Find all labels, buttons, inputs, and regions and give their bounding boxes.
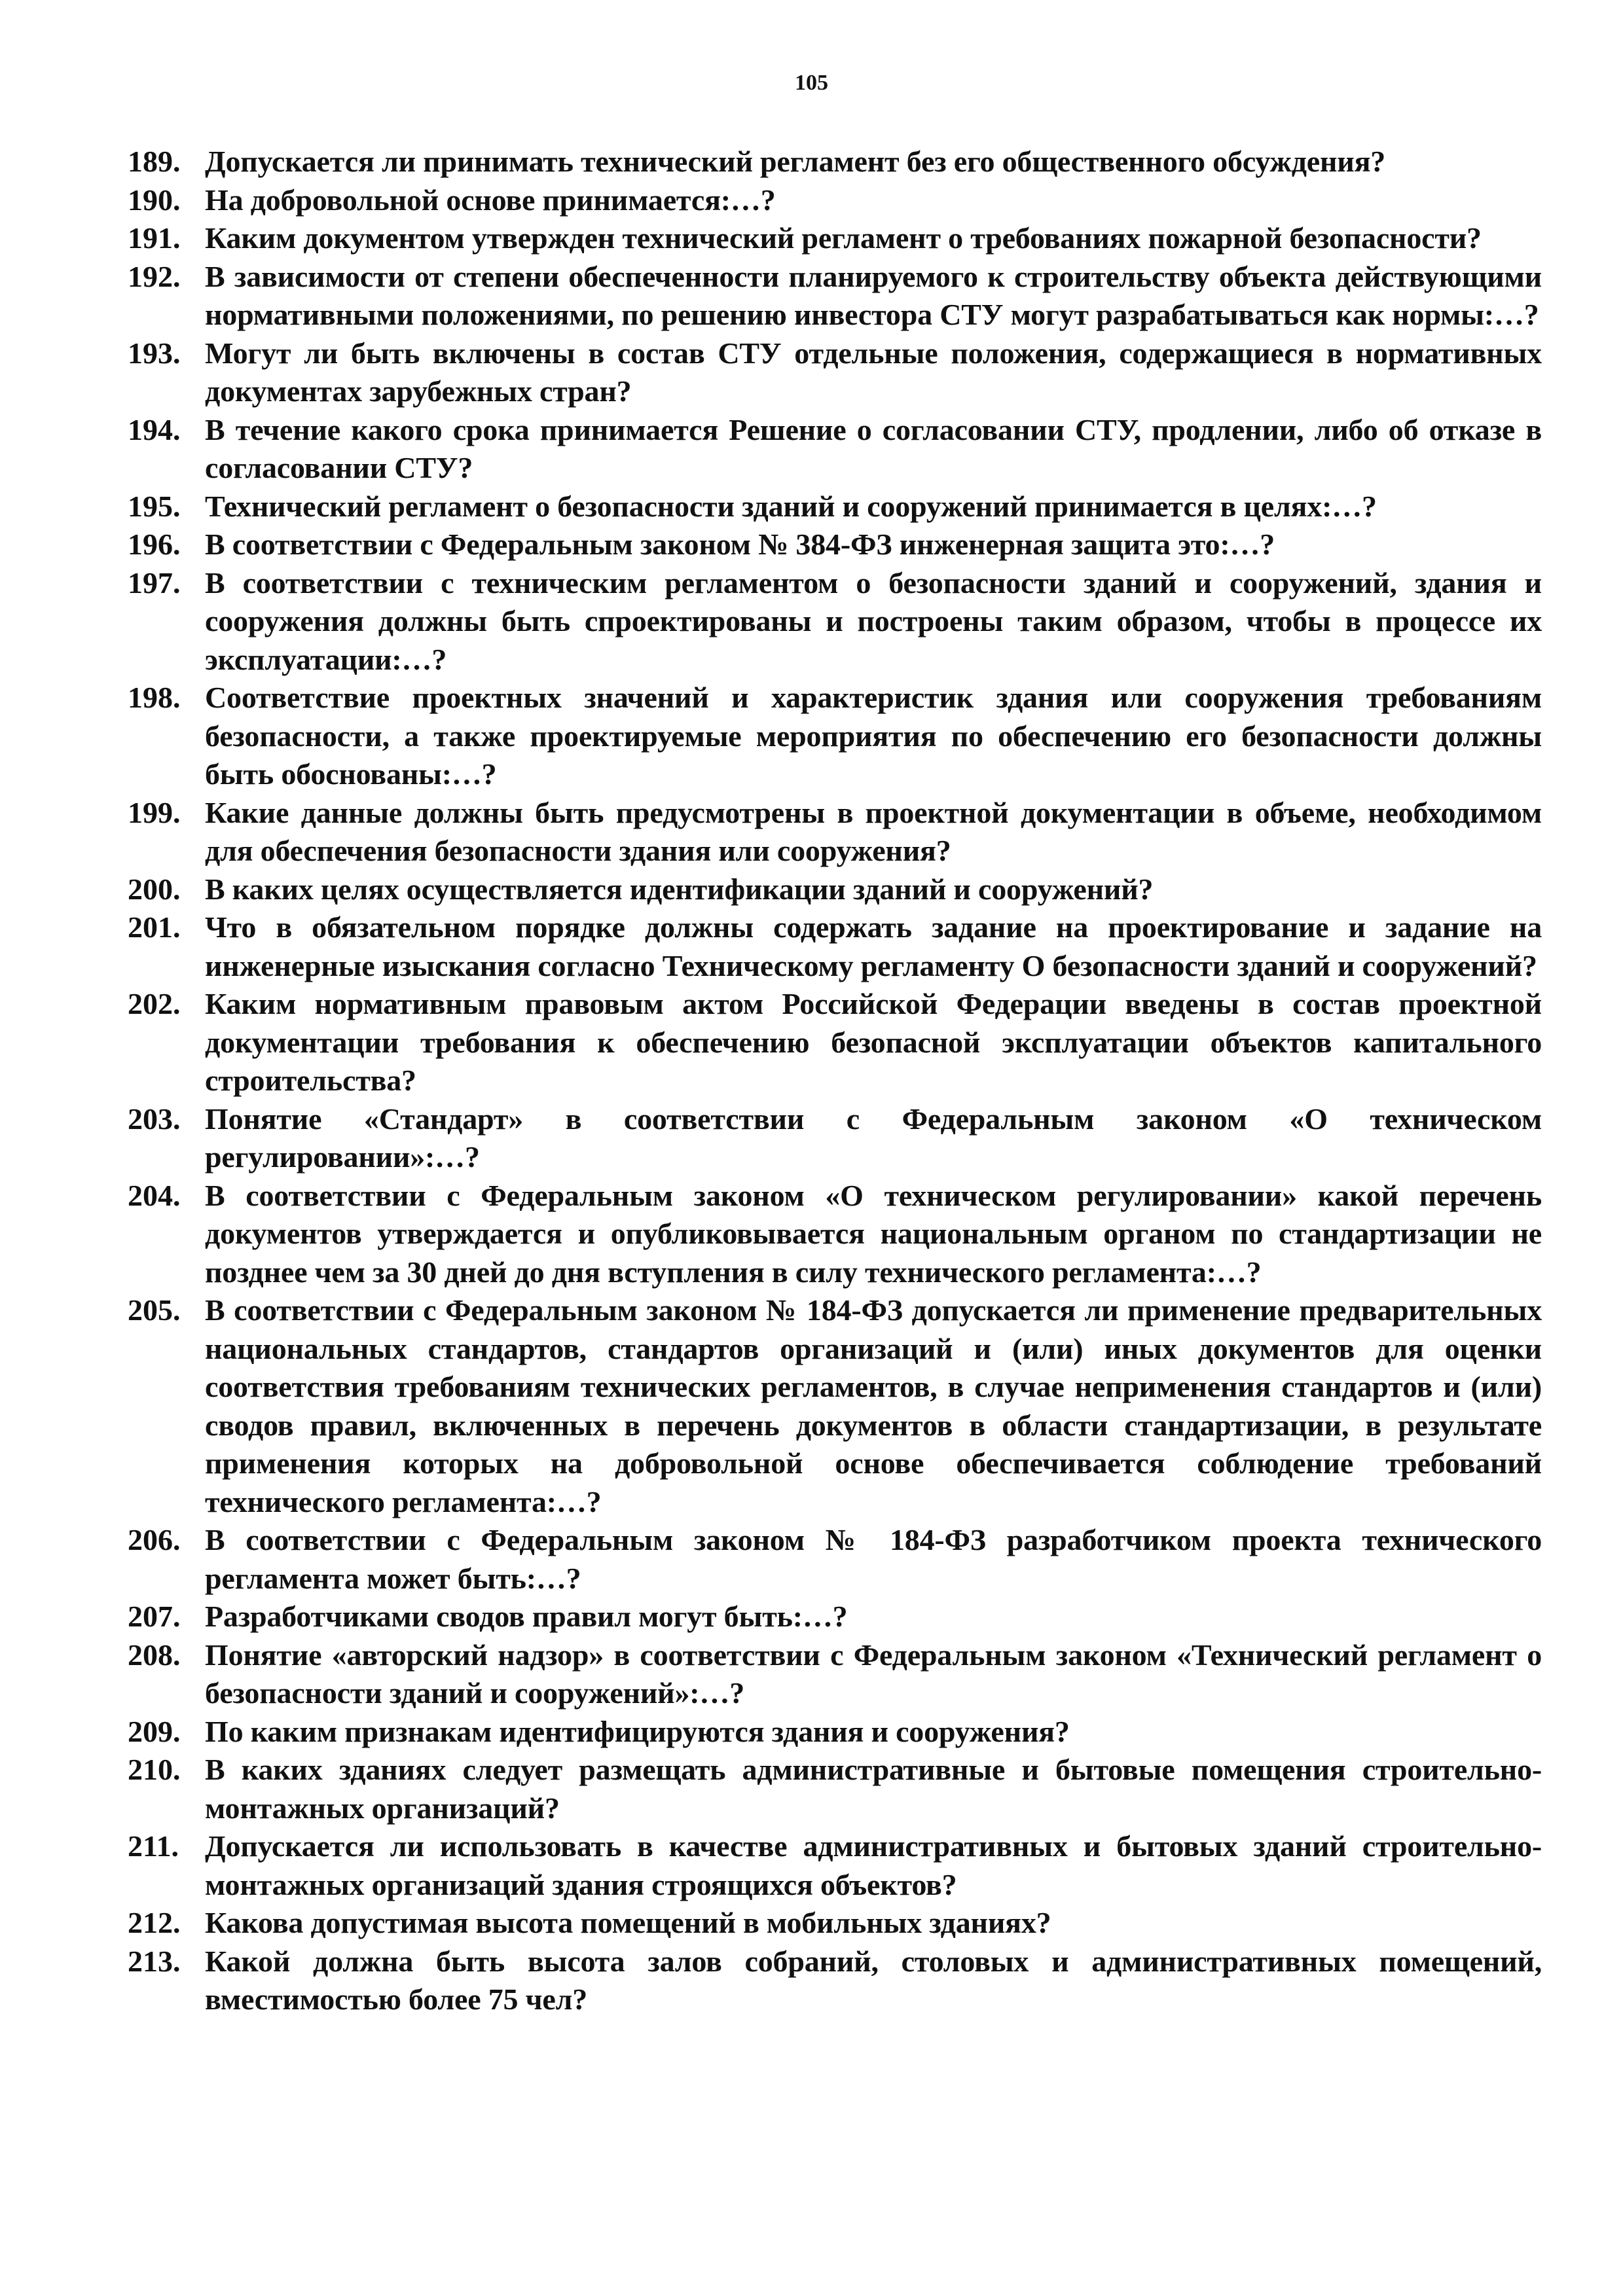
question-202 — [128, 985, 1542, 1100]
question-text: В соответствии с Федеральным законом № 384-ФЗ инженерная защита это:…? — [205, 528, 1275, 561]
question-number: 203. — [128, 1102, 181, 1136]
question-number: 193. — [128, 336, 181, 370]
question-number: 208. — [128, 1638, 181, 1672]
question-text: В соответствии с техническим регламентом о безопасности зданий и сооружений, здания и сооружения должны быть спроектированы и построены таким образом, чтобы в процессе их эксплуатации:…? — [205, 565, 1542, 676]
question-text: Каким нормативным правовым актом Российской Федерации введены в состав проектной документации требования к обеспечению безопасной эксплуатации объектов капитального строительства? — [205, 987, 1542, 1097]
question-197 — [128, 564, 1542, 679]
question-text: Соответствие проектных значений и характеристик здания или сооружения требованиям безопасности, а также проектируемые мероприятия по обеспечению его безопасности должны быть обоснованы:…? — [205, 681, 1542, 791]
question-number: 204. — [128, 1178, 181, 1212]
question-text: Какие данные должны быть предусмотрены в проектной документации в объеме, необходимом для обеспечения безопасности здания или сооружения? — [205, 795, 1542, 867]
question-number: 211. — [128, 1829, 179, 1863]
question-text: Понятие «Стандарт» в соответствии с Федеральным законом «О техническом регулировании»:…? — [205, 1102, 1542, 1174]
question-208 — [128, 1636, 1542, 1713]
question-201 — [128, 908, 1542, 985]
question-number: 195. — [128, 489, 181, 523]
question-number: 196. — [128, 528, 181, 561]
question-200 — [128, 870, 1542, 909]
question-number: 199. — [128, 795, 181, 829]
question-198 — [128, 679, 1542, 794]
question-205 — [128, 1291, 1542, 1521]
question-number: 197. — [128, 565, 181, 600]
question-number: 202. — [128, 987, 181, 1020]
question-number: 194. — [128, 412, 181, 446]
question-text: Понятие «авторский надзор» в соответствии с Федеральным законом «Технический регламент о безопасности зданий и сооружений»:…? — [205, 1638, 1542, 1710]
question-192 — [128, 258, 1542, 334]
question-text: Допускается ли принимать технический регламент без его общественного обсуждения? — [205, 145, 1386, 178]
question-203 — [128, 1100, 1542, 1177]
question-204 — [128, 1177, 1542, 1292]
question-number: 192. — [128, 259, 181, 293]
question-211 — [128, 1827, 1542, 1904]
question-text: В зависимости от степени обеспеченности планируемого к строительству объекта действующими нормативными положениями, по решению инвестора СТУ могут разрабатываться как нормы:…? — [205, 259, 1542, 331]
question-number: 206. — [128, 1523, 181, 1556]
question-190 — [128, 181, 1542, 220]
question-number: 191. — [128, 221, 181, 255]
question-text: Какой должна быть высота залов собраний, столовых и административных помещений, вместимостью более 75 чел? — [205, 1944, 1542, 2016]
question-number: 212. — [128, 1906, 181, 1939]
question-206 — [128, 1521, 1542, 1598]
question-text: В соответствии с Федеральным законом «О техническом регулировании» какой перечень документов утверждается и опубликовывается национальным органом по стандартизации не позднее чем за 30 дней до дня вступления в силу технического регламента:…? — [205, 1178, 1542, 1289]
question-number: 209. — [128, 1714, 181, 1748]
question-189 — [128, 143, 1542, 181]
page-number: 105 — [795, 71, 828, 95]
question-number: 200. — [128, 872, 181, 906]
question-194 — [128, 411, 1542, 488]
question-212 — [128, 1904, 1542, 1943]
question-number: 205. — [128, 1293, 181, 1327]
question-text: По каким признакам идентифицируются здания и сооружения? — [205, 1714, 1070, 1748]
question-207 — [128, 1598, 1542, 1636]
question-text: В каких целях осуществляется идентификации зданий и сооружений? — [205, 872, 1154, 906]
question-text: Технический регламент о безопасности зданий и сооружений принимается в целях:…? — [205, 489, 1377, 523]
question-text: На добровольной основе принимается:…? — [205, 183, 776, 217]
question-199 — [128, 794, 1542, 870]
question-text: В каких зданиях следует размещать административные и бытовые помещения строительно-монтажных организаций? — [205, 1753, 1542, 1825]
question-text: В соответствии с Федеральным законом № 184-ФЗ допускается ли применение предварительных национальных стандартов, стандартов организаций и (или) иных документов для оценки соответствия требованиям технических регламентов, в случае неприменения стандартов и (или) сводов правил, включенных в перечень документов в области стандартизации, в результате применения которых на добровольной основе обеспечивается соблюдение требований технического регламента:…? — [205, 1293, 1542, 1518]
question-number: 201. — [128, 910, 181, 944]
question-text: Разработчиками сводов правил могут быть:…? — [205, 1600, 848, 1633]
question-list — [128, 143, 1542, 2019]
question-number: 210. — [128, 1753, 181, 1786]
question-text: Допускается ли использовать в качестве административных и бытовых зданий строительно-монтажных организаций здания строящихся объектов? — [205, 1829, 1542, 1901]
question-text: Какова допустимая высота помещений в мобильных зданиях? — [205, 1906, 1051, 1939]
question-number: 189. — [128, 145, 181, 178]
question-number: 213. — [128, 1944, 181, 1978]
question-number: 190. — [128, 183, 181, 217]
question-text: Что в обязательном порядке должны содержать задание на проектирование и задание на инженерные изыскания согласно Техническому регламенту О безопасности зданий и сооружений? — [205, 910, 1542, 982]
question-191 — [128, 219, 1542, 258]
question-text: В соответствии с Федеральным законом № 184-ФЗ разработчиком проекта технического регламента может быть:…? — [205, 1523, 1542, 1595]
question-210 — [128, 1751, 1542, 1827]
question-text: Могут ли быть включены в состав СТУ отдельные положения, содержащиеся в нормативных документах зарубежных стран? — [205, 336, 1542, 408]
question-193 — [128, 334, 1542, 411]
question-number: 198. — [128, 681, 181, 714]
question-text: Каким документом утвержден технический регламент о требованиях пожарной безопасности? — [205, 221, 1482, 255]
question-213 — [128, 1943, 1542, 2019]
question-text: В течение какого срока принимается Решение о согласовании СТУ, продлении, либо об отказе в согласовании СТУ? — [205, 412, 1542, 484]
question-209 — [128, 1713, 1542, 1751]
question-196 — [128, 526, 1542, 564]
question-195 — [128, 488, 1542, 526]
question-number: 207. — [128, 1600, 181, 1633]
